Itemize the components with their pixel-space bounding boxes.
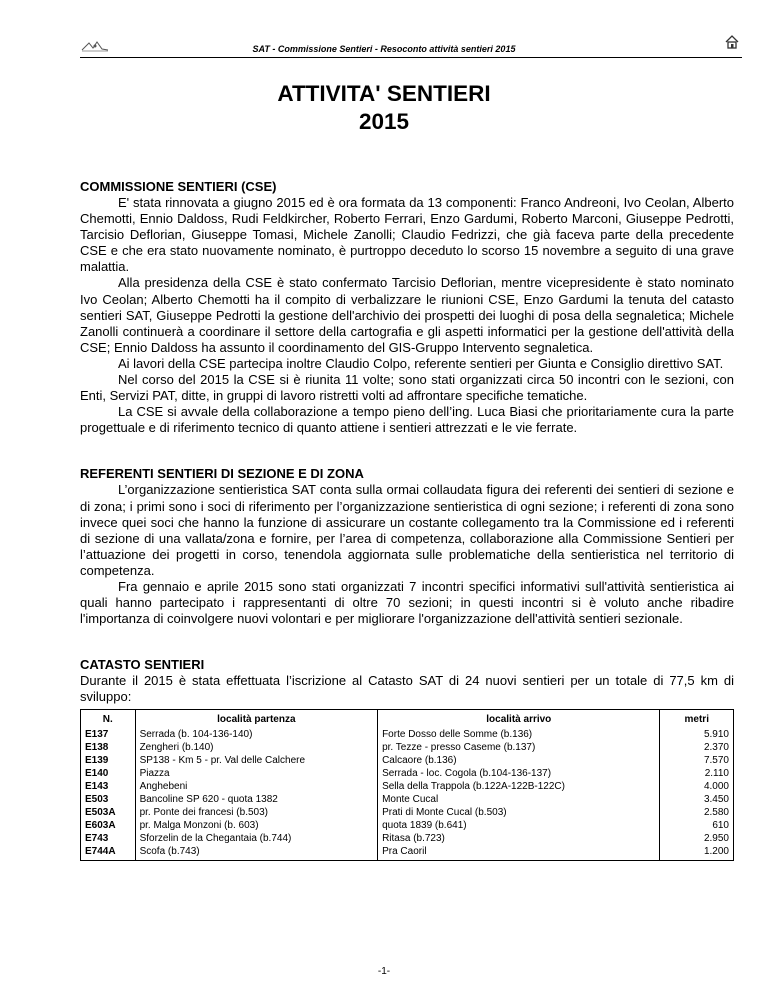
- table-cell: 2.580: [660, 806, 734, 819]
- table-cell: pr. Malga Monzoni (b. 603): [135, 819, 378, 832]
- document-body: [80, 179, 734, 861]
- table-row: [81, 806, 734, 819]
- table-cell: Scofa (b.743): [135, 845, 378, 861]
- table-row: [81, 832, 734, 845]
- table-header-row: [81, 710, 734, 729]
- table-cell: E137: [81, 728, 136, 741]
- cse-paragraph-1: E' stata rinnovata a giugno 2015 ed è ora formata da 13 componenti: Franco Andreoni, Ivo Ceolan, Alberto Chemotti, Ennio Daldoss, Rudi Feldkircher, Roberto Ferrari, Enzo Gardumi, Roberto Marconi, Giuseppe Pedrotti, Tarcisio Deflorian, Giuseppe Tomasi, Michele Zanolli; Claudio Fedrizzi, che già faceva parte della precedente CSE e che era stato nuovamente nominato, è purtroppo deceduto lo scorso 15 novembre a seguito di una grave malattia.: [80, 195, 734, 275]
- table-row: [81, 819, 734, 832]
- table-cell: pr. Tezze - presso Caseme (b.137): [378, 741, 660, 754]
- table-cell: 2.370: [660, 741, 734, 754]
- cse-paragraph-3: Ai lavori della CSE partecipa inoltre Claudio Colpo, referente sentieri per Giunta e Consiglio direttivo SAT.: [118, 355, 724, 371]
- table-cell: E744A: [81, 845, 136, 861]
- catasto-paragraph-1: Durante il 2015 è stata effettuata l’iscrizione al Catasto SAT di 24 nuovi sentieri per un totale di 77,5 km di sviluppo:: [80, 673, 734, 705]
- table-cell: Calcaore (b.136): [378, 754, 660, 767]
- table-row: [81, 793, 734, 806]
- header-divider: [80, 57, 742, 58]
- table-cell: pr. Ponte dei francesi (b.503): [135, 806, 378, 819]
- title-line-1: ATTIVITA' SENTIERI: [277, 81, 491, 106]
- table-cell: 2.110: [660, 767, 734, 780]
- table-cell: 2.950: [660, 832, 734, 845]
- table-cell: Ritasa (b.723): [378, 832, 660, 845]
- table-cell: Serrada (b. 104-136-140): [135, 728, 378, 741]
- page-number: -1-: [377, 966, 391, 977]
- table-cell: Forte Dosso delle Somme (b.136): [378, 728, 660, 741]
- table-cell: 1.200: [660, 845, 734, 861]
- column-header: località partenza: [135, 710, 378, 729]
- section-heading-catasto: CATASTO SENTIERI: [80, 657, 205, 673]
- table-row: [81, 754, 734, 767]
- table-cell: E603A: [81, 819, 136, 832]
- trails-table: [80, 709, 734, 861]
- table-cell: Zengheri (b.140): [135, 741, 378, 754]
- table-cell: Sella della Trappola (b.122A-122B-122C): [378, 780, 660, 793]
- section-heading-referenti: REFERENTI SENTIERI DI SEZIONE E DI ZONA: [80, 466, 364, 482]
- table-cell: 7.570: [660, 754, 734, 767]
- table-cell: SP138 - Km 5 - pr. Val delle Calchere: [135, 754, 378, 767]
- table-cell: E503A: [81, 806, 136, 819]
- table-cell: Bancoline SP 620 - quota 1382: [135, 793, 378, 806]
- table-cell: 5.910: [660, 728, 734, 741]
- table-cell: Piazza: [135, 767, 378, 780]
- table-cell: Sforzelin de la Chegantaia (b.744): [135, 832, 378, 845]
- table-cell: E743: [81, 832, 136, 845]
- table-cell: Pra Caoril: [378, 845, 660, 861]
- title-line-2: 2015: [358, 109, 410, 134]
- running-header: SAT - Commissione Sentieri - Resoconto attività sentieri 2015: [252, 44, 516, 54]
- table-cell: 4.000: [660, 780, 734, 793]
- referenti-paragraph-1: L’organizzazione sentieristica SAT conta sulla ormai collaudata figura dei referenti dei sentieri di sezione e di zona; i primi sono i soci di riferimento per l’organizzazione sentieristica di ogni sezione; i referenti di zona sono invece quei soci che hanno la funzione di assicurare un costante collegamento tra la Commissione ed i referenti di sezione di una vallata/zona e fornire, per l’area di competenza, collaborazione alla Commissione Sentieri per l’attuazione dei progetti in corso, tenendola aggiornata sulle problematiche della sentieristica nel territorio di competenza.: [80, 482, 734, 578]
- table-cell: E503: [81, 793, 136, 806]
- cse-paragraph-2: Alla presidenza della CSE è stato confermato Tarcisio Deflorian, mentre vicepresidente è stato nominato Ivo Ceolan; Alberto Chemotti ha il compito di verbalizzare le riunioni CSE, Enzo Gardumi la tenuta del catasto sentieri SAT, Giuseppe Pedrotti la gestione dell'archivio dei prospetti dei luoghi di posa della segnaletica; Michele Zanolli continuerà a coordinare il settore della cartografia e gli aspetti informatici per la gestione dell'attività della CSE; Ennio Daldoss ha assunto il coordinamento del GIS-Gruppo Intervento segnaletica.: [80, 275, 734, 355]
- table-row: [81, 741, 734, 754]
- table-row: [81, 728, 734, 741]
- table-row: [81, 767, 734, 780]
- table-cell: E139: [81, 754, 136, 767]
- referenti-paragraph-2: Fra gennaio e aprile 2015 sono stati organizzati 7 incontri specifici informativi sull'attività sentieristica ai quali hanno partecipato i rappresentanti di oltre 70 sezioni; in questi incontri si è voluto anche ribadire l'importanza di coinvolgere nuovi volontari e per migliorare l'organizzazione dell'attività sentieri sezionale.: [80, 578, 734, 627]
- house-icon: [724, 34, 740, 50]
- table-cell: E140: [81, 767, 136, 780]
- table-cell: Monte Cucal: [378, 793, 660, 806]
- cse-paragraph-4: Nel corso del 2015 la CSE si è riunita 11 volte; sono stati organizzati circa 50 incontri con le sezioni, con Enti, Servizi PAT, ditte, in gruppi di lavoro ristretti volti ad affrontare specifiche tematiche.: [80, 372, 734, 404]
- table-row: [81, 845, 734, 861]
- table-cell: quota 1839 (b.641): [378, 819, 660, 832]
- section-heading-cse: COMMISSIONE SENTIERI (CSE): [80, 179, 277, 194]
- table-cell: Serrada - loc. Cogola (b.104-136-137): [378, 767, 660, 780]
- table-cell: Prati di Monte Cucal (b.503): [378, 806, 660, 819]
- table-cell: 3.450: [660, 793, 734, 806]
- cse-paragraph-5: La CSE si avvale della collaborazione a tempo pieno dell’ing. Luca Biasi che prioritariamente cura la parte progettuale e di riferimento tecnico di quanto attiene i sentieri attrezzati e le vie ferrate.: [80, 404, 734, 436]
- column-header: località arrivo: [378, 710, 660, 729]
- table-cell: E143: [81, 780, 136, 793]
- table-cell: E138: [81, 741, 136, 754]
- document-title: [0, 80, 768, 136]
- table-cell: 610: [660, 819, 734, 832]
- column-header: N.: [81, 710, 136, 729]
- column-header: metri: [660, 710, 734, 729]
- table-cell: Anghebeni: [135, 780, 378, 793]
- table-row: [81, 780, 734, 793]
